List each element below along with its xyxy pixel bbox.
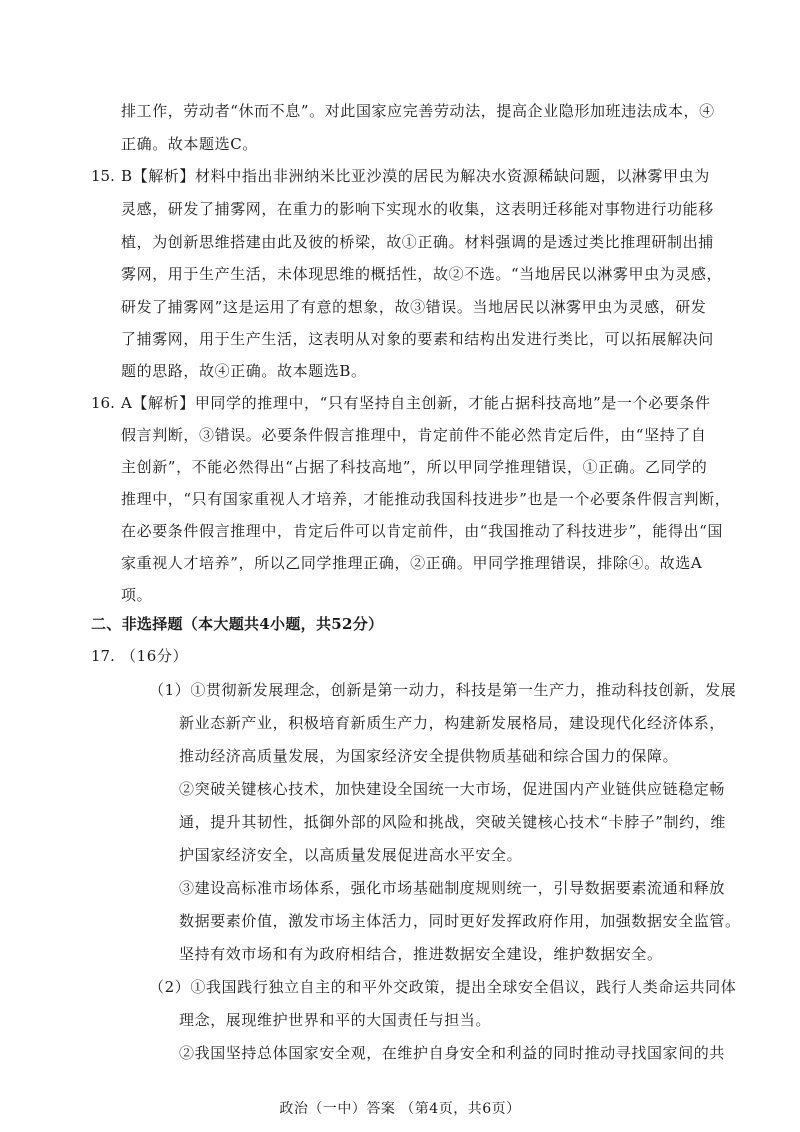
text-line: 正确。故本题选C。 [121, 135, 258, 153]
text-line: ②突破关键核心技术，加快建设全国统一大市场，促进国内产业链供应链稳定畅 [179, 780, 726, 798]
text-line: 数据要素价值，激发市场主体活力，同时更好发挥政府作用，加强数据安全监管。 [179, 912, 741, 930]
text-line: 理念，展现维护世界和平的大国责任与担当。 [179, 1011, 492, 1029]
question-number-17: 17. [91, 647, 115, 665]
text-line: 通，提升其韧性，抵御外部的风险和挑战，突破关键核心技术“卡脖子”制约，维 [179, 813, 726, 831]
page-footer: 政治（一中）答案 （第4页，共6页） [279, 1101, 521, 1117]
text-line: ②我国坚持总体国家安全观，在维护自身安全和利益的同时推动寻找国家间的共 [179, 1044, 726, 1062]
text-line: 题的思路，故④正确。故本题选B。 [121, 362, 367, 380]
text-line: （1）①贯彻新发展理念，创新是第一动力，科技是第一生产力，推动科技创新，发展 [149, 681, 737, 699]
section-heading: 二、非选择题（本大题共4小题，共52分） [91, 615, 384, 633]
question-number-16: 16. [91, 394, 115, 412]
text-line: 家重视人才培养”，所以乙同学推理正确，②正确。甲同学推理错误，排除④。故选A [121, 554, 703, 572]
text-line: 新业态新产业，积极培育新质生产力，构建新发展格局，建设现代化经济体系， [179, 714, 726, 732]
text-line: 项。 [121, 586, 153, 604]
text-line: 假言判断，③错误。必要条件假言推理中，肯定前件不能必然肯定后件，由“坚持了自 [121, 426, 707, 444]
text-line: 了捕雾网，用于生产生活，这表明从对象的要素和结构出发进行类比，可以拓展解决问 [121, 330, 714, 348]
text-line: 植，为创新思维搭建由此及彼的桥梁，故①正确。材料强调的是透过类比推理研制出捕 [121, 233, 714, 251]
text-line: 坚持有效市场和有为政府相结合，推进数据安全建设，维护数据安全。 [179, 945, 663, 963]
text-line: 排工作，劳动者“休而不息”。对此国家应完善劳动法，提高企业隐形加班违法成本，④ [121, 102, 715, 120]
text-line: ③建设高标准市场体系，强化市场基础制度规则统一，引导数据要素流通和释放 [179, 879, 726, 897]
text-line: （16分） [121, 647, 189, 665]
question-number-15: 15. [91, 167, 115, 185]
text-line: 研发了捕雾网”这是运用了有意的想象，故③错误。当地居民以淋雾甲虫为灵感，研发 [121, 298, 707, 316]
text-line: 护国家经济安全，以高质量发展促进高水平安全。 [179, 846, 523, 864]
text-line: A【解析】甲同学的推理中，“只有坚持自主创新，才能占据科技高地”是一个必要条件 [121, 394, 711, 412]
text-line: 雾网，用于生产生活，未体现思维的概括性，故②不选。“当地居民以淋雾甲虫为灵感， [121, 265, 723, 283]
text-line: 推理中，“只有国家重视人才培养，才能推动我国科技进步”也是一个必要条件假言判断， [121, 490, 731, 508]
text-line: 在必要条件假言推理中，肯定后件可以肯定前件，由“我国推动了科技进步”，能得出“国 [121, 522, 724, 540]
text-line: 推动经济高质量发展，为国家经济安全提供物质基础和综合国力的保障。 [179, 747, 679, 765]
text-line: 灵感，研发了捕雾网，在重力的影响下实现水的收集，这表明迁移能对事物进行功能移 [121, 200, 714, 218]
text-line: （2）①我国践行独立自主的和平外交政策，提出全球安全倡议，践行人类命运共同体 [149, 978, 737, 996]
text-line: 主创新”，不能必然得出“占据了科技高地”，所以甲同学推理错误，①正确。乙同学的 [121, 458, 708, 476]
text-line: B【解析】材料中指出非洲纳米比亚沙漠的居民为解决水资源稀缺问题，以淋雾甲虫为 [121, 167, 710, 185]
